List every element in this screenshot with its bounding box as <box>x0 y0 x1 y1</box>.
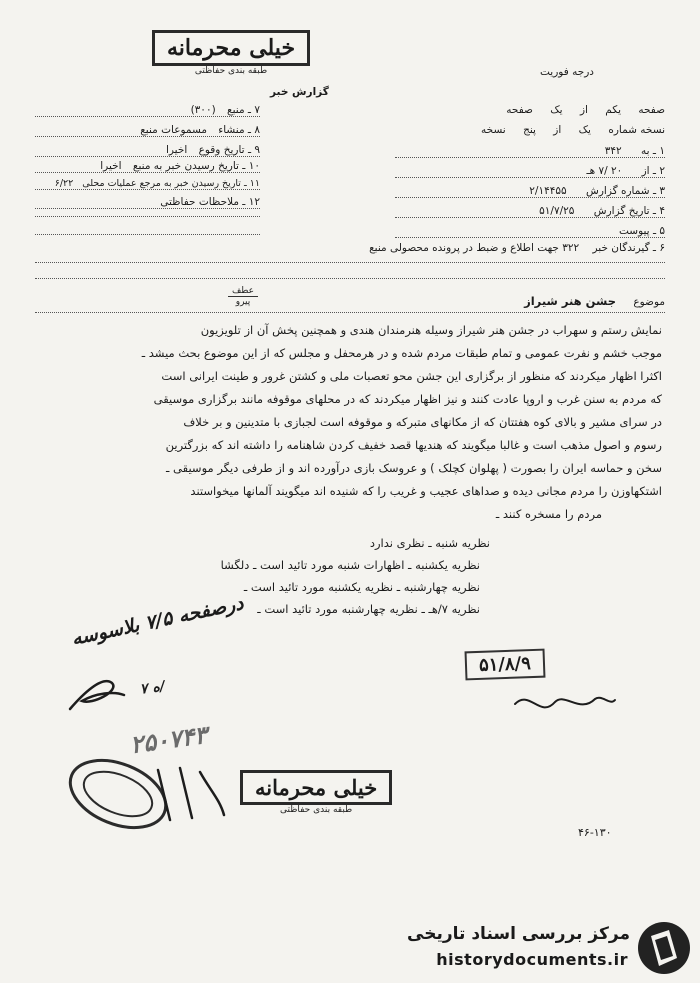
body-line: مردم را مسخره کنند ـ <box>495 507 602 521</box>
bottom-stamp-text: خیلی محرمانه <box>240 770 392 805</box>
field-label: ۱۲ ـ ملاحظات حفاظتی <box>160 196 260 208</box>
field-mid: از <box>579 104 588 116</box>
security-level-label: درجه فوریت <box>540 66 594 78</box>
field-value: ۳۲۲ جهت اطلاع و ضبط در پرونده محصولی منبع <box>369 242 580 254</box>
divider <box>35 216 260 217</box>
body-line: که مردم به سنن غرب و اروپا عادت کنند و نیز اظهار میکردند که در محلهای موقوفه مانند برگزاری موسیقی <box>153 392 662 406</box>
archive-url: historydocuments.ir <box>436 950 628 969</box>
subject-tags <box>228 286 258 307</box>
field-label: ۱ ـ به <box>641 145 665 157</box>
subject-label: موضوع <box>633 296 665 308</box>
field-mid: از <box>553 124 562 136</box>
field-label: ۳ ـ شماره گزارش <box>586 185 665 197</box>
subject-tag-top: عطف <box>231 286 255 296</box>
classification-stamp-sub: طبقه بندی حفاظتی <box>194 66 268 76</box>
archive-org-name: مرکز بررسی اسناد تاریخی <box>407 924 630 944</box>
classification-stamp-text: خیلی محرمانه <box>152 30 310 66</box>
field-value: یک <box>578 124 591 136</box>
archive-watermark <box>380 908 700 983</box>
field-label: صفحه <box>638 104 665 116</box>
initial-scribble-icon <box>510 684 620 724</box>
body-line: اکثرا اظهار میکردند که منظور از برگزاری این جشن محو تعصبات ملی و کشتن غرور و طینت ایرانی است <box>161 369 662 383</box>
field-value: ۲/۱۴۴۵۵ <box>529 185 567 197</box>
field-source <box>35 104 260 117</box>
body-line: رسوم و اصول مذهب است و غالبا میگویند که هندیها قصد خفیف کردن شاهنامه را داشته اند که بزرگترین <box>165 438 662 452</box>
field-end: صفحه <box>506 104 533 116</box>
divider <box>35 278 665 279</box>
field-attachment <box>395 225 665 238</box>
field-copy-number <box>365 124 665 136</box>
bottom-stamp-sub: طبقه بندی حفاظتی <box>280 805 353 815</box>
field-value: اخیرا <box>100 160 122 172</box>
opinions-block <box>220 536 490 624</box>
report-body <box>42 323 662 530</box>
subject-line <box>405 294 665 308</box>
field-occurrence-date <box>35 144 260 157</box>
divider <box>35 312 665 313</box>
field-label: ۶ ـ گیرندگان خبر <box>592 242 665 254</box>
field-received-by-local <box>35 178 260 190</box>
top-classification-stamp <box>152 30 310 76</box>
handwritten-number: ۲۵۰۷۴۳ <box>128 719 209 760</box>
field-recipients <box>65 242 665 254</box>
archive-code: ۴۶-۱۳۰ <box>578 826 612 839</box>
opinion-line: نظریه چهارشنبه ـ نظریه یکشنبه مورد تائید است ـ <box>243 580 480 594</box>
field-label: ۱۱ ـ تاریخ رسیدن خبر به مرجع عملیات محلی <box>82 178 260 189</box>
subject-value: جشن هنر شیراز <box>524 294 616 308</box>
body-line: در سرای مشیر و بالای کوه هفتتان که از مکانهای متبرکه و موقوفه است لجبازی با متدینین و بر خلاف <box>183 415 662 429</box>
body-line: سخن و حماسه ایران را بصورت ( پهلوان کچلک ) و عروسک بازی درآورده اند و از طرفی دیگر موسیقی ـ <box>166 461 662 475</box>
field-security-notes <box>35 196 260 209</box>
field-label: ۴ ـ تاریخ گزارش <box>593 205 665 217</box>
field-label: ۲ ـ از <box>641 165 665 177</box>
divider <box>35 262 665 263</box>
date-stamp <box>465 649 546 681</box>
archive-logo-icon <box>637 918 692 978</box>
opinion-line: نظریه ۷/هـ ـ نظریه چهارشنبه مورد تائید است ـ <box>257 602 480 616</box>
field-page <box>365 104 665 116</box>
body-line: موجب خشم و نفرت عمومی و تمام طبقات مردم شده و در هرمحفل و مجلس که از این موضوع بحث میشد ـ <box>141 346 662 360</box>
body-line: نمایش رستم و سهراب در جشن هنر شیراز وسیله هنرمندان هندی و همچنین پخش آن از تلویزیون <box>200 323 662 337</box>
field-label: ۸ ـ منشاء <box>218 124 260 136</box>
report-title: گزارش خبر <box>270 86 329 98</box>
field-report-number <box>395 185 665 198</box>
opinion-line: نظریه یکشنبه ـ اظهارات شنبه مورد تائید است ـ دلگشا <box>220 558 480 572</box>
opinion-line: نظریه شنبه ـ نظری ندارد <box>369 536 490 550</box>
subject-tag-bottom: پیرو <box>228 296 258 307</box>
field-value: اخیرا <box>165 144 188 156</box>
field-value: یکم <box>605 104 622 116</box>
field-label: ۷ ـ منبع <box>227 104 260 116</box>
field-report-date <box>395 205 665 218</box>
field-value: (۳۰۰) <box>190 104 216 116</box>
field-to <box>395 145 665 158</box>
field-from <box>395 165 665 178</box>
body-line: اشتکهاوزن را مردم مجانی دیده و صداهای عجیب و غریب را که شنیده اند میگویند آلمانها میخواستند <box>190 484 662 498</box>
field-value: ۲۰ /۷ هـ <box>586 165 623 177</box>
signature-scribble-icon <box>62 665 132 720</box>
field-value: ۳۴۲ <box>604 145 622 157</box>
bottom-classification-stamp <box>240 770 392 815</box>
handwritten-note-small: ه ۷/ <box>139 678 166 698</box>
field-origin <box>35 124 260 137</box>
date-stamp-text: ۵۱/۸/۹ <box>478 653 532 676</box>
field-value: مسموعات منبع <box>140 124 207 136</box>
field-value: ۵۱/۷/۲۵ <box>539 205 575 217</box>
divider <box>35 234 260 235</box>
field-label: ۵ ـ پیوست <box>618 225 665 237</box>
field-label: نسخه شماره <box>608 124 665 136</box>
field-value2: یک <box>550 104 563 116</box>
field-received-by-source <box>35 160 260 173</box>
field-value: ۶/۲۲ <box>54 178 74 189</box>
field-value2: پنج <box>523 124 536 136</box>
field-label: ۹ ـ تاریخ وقوع <box>198 144 260 156</box>
field-end: نسخه <box>481 124 506 136</box>
field-label: ۱۰ ـ تاریخ رسیدن خبر به منبع <box>132 160 260 172</box>
handwritten-note: درصفحه ۷/۵ بلاسوسه <box>69 592 246 650</box>
scribble-mark-icon <box>150 760 230 830</box>
